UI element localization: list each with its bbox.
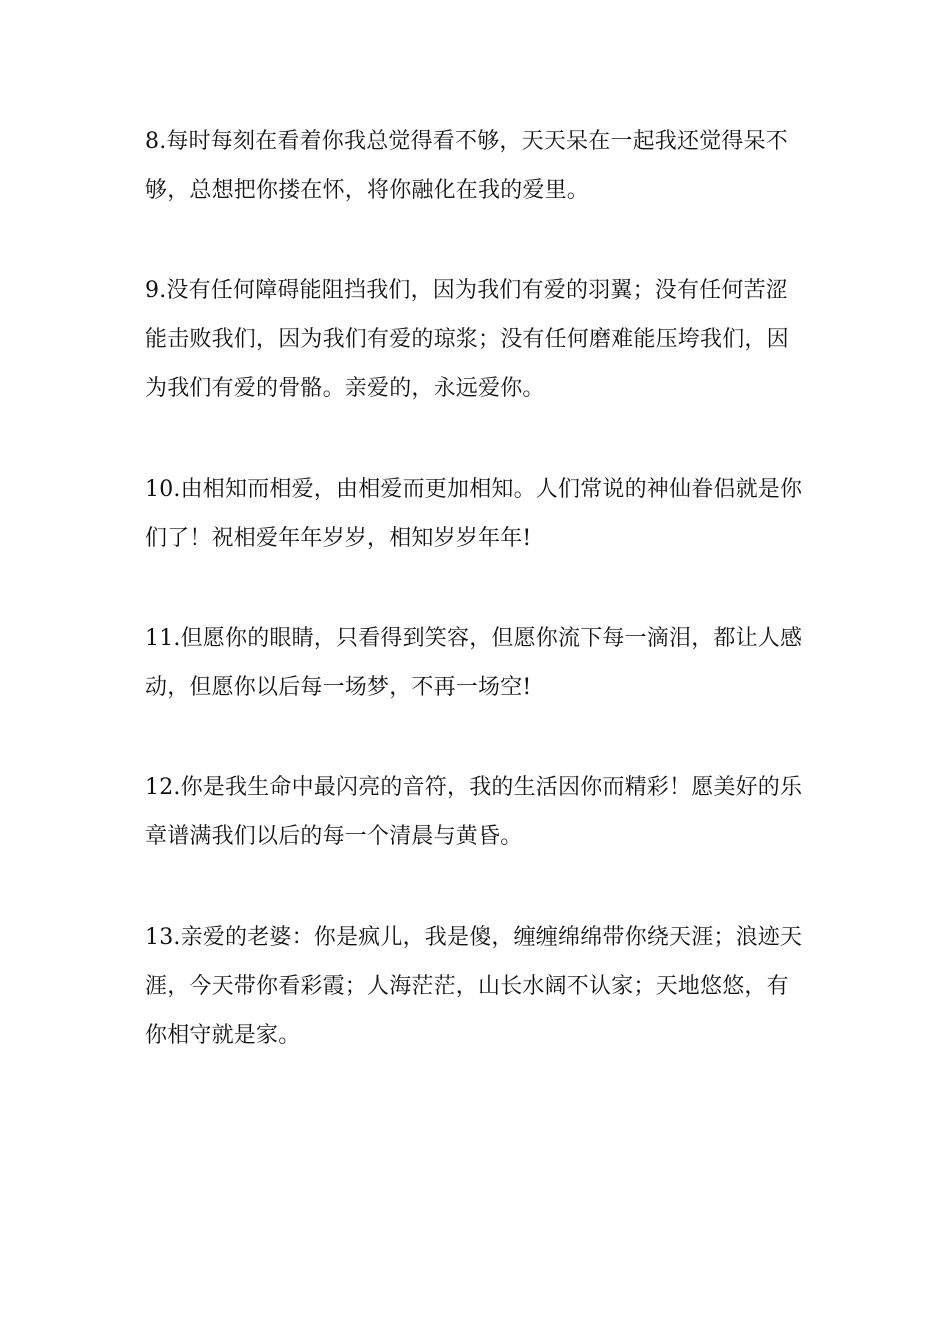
paragraph-9: 9.没有任何障碍能阻挡我们，因为我们有爱的羽翼；没有任何苦涩 能击败我们，因为我们有爱的琼浆；没有任何磨难能压垮我们，因 为我们有爱的骨骼。亲爱的，永远爱你。 [145, 278, 789, 401]
paragraph-8: 8.每时每刻在看着你我总觉得看不够，天天呆在一起我还觉得呆不 够，总想把你搂在怀，将你融化在我的爱里。 [145, 129, 788, 203]
paragraph-10: 10.由相知而相爱，由相爱而更加相知。人们常说的神仙眷侣就是你 们了！祝相爱年年岁岁，相知岁岁年年! [145, 477, 803, 551]
paragraph-13: 13.亲爱的老婆：你是疯儿，我是傻，缠缠绵绵带你绕天涯；浪迹天 涯，今天带你看彩霞；人海茫茫，山长水阔不认家；天地悠悠，有 你相守就是家。 [145, 925, 803, 1048]
paragraph-11: 11.但愿你的眼睛，只看得到笑容，但愿你流下每一滴泪，都让人感 动，但愿你以后每一场梦，不再一场空! [145, 626, 803, 700]
paragraph-12: 12.你是我生命中最闪亮的音符，我的生活因你而精彩！愿美好的乐 章谱满我们以后的每一个清晨与黄昏。 [145, 775, 803, 849]
